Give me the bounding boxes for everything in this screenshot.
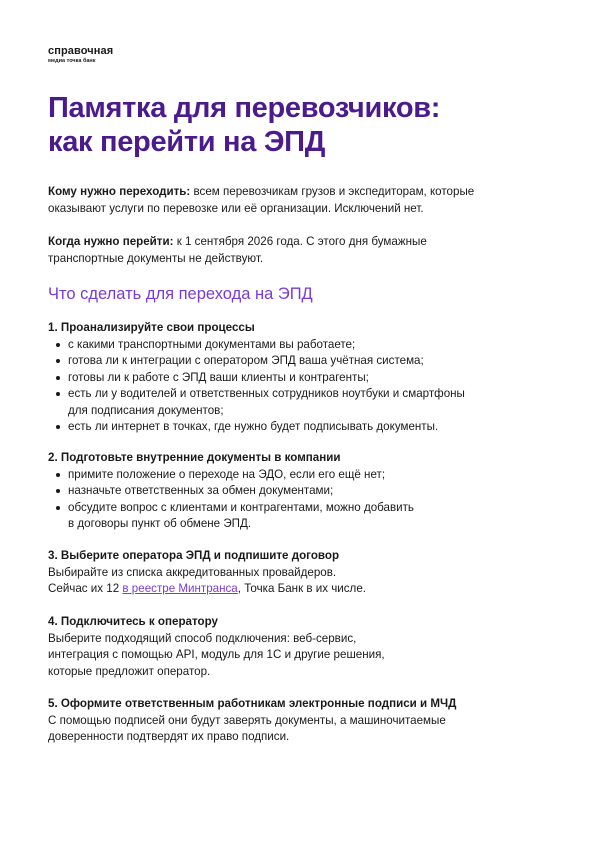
when-label: Когда нужно перейти: [48,235,174,248]
step-4 [48,614,385,680]
step-1 [48,320,465,436]
step-4-line: Выберите подходящий способ подключения: веб-сервис, [48,631,357,645]
step-4-line: интеграция с помощью API, модуль для 1С и другие решения, [48,648,385,661]
bullet-icon [56,489,60,493]
list-item-text: обсудите вопрос с клиентами и контрагентами, можно добавить [68,500,414,514]
list-item [48,353,465,370]
step-3-title: 3. Выберите оператора ЭПД и подпишите договор [48,549,340,562]
bullet-icon [56,473,60,477]
list-item-text: есть ли интернет в точках, где нужно будет подписывать документы. [68,420,439,433]
step-5-line: доверенности подтвердят их право подписи. [48,730,290,743]
list-item-text-continued: в договоры пункт об обмене ЭПД. [68,517,252,530]
step-2-list [48,467,414,533]
list-item-text: готовы ли к работе с ЭПД ваши клиенты и контрагенты; [68,370,369,384]
page-title-line-2: как перейти на ЭПД [48,126,326,158]
bullet-icon [56,506,60,510]
step-5 [48,696,456,746]
list-item-text: готова ли к интеграции с оператором ЭПД ваша учётная система; [68,354,424,367]
mintrans-registry-link[interactable]: в реестре Минтранса [122,582,238,595]
bullet-icon [56,425,60,429]
list-item [48,337,465,354]
when-line-2: транспортные документы не действуют. [48,251,264,265]
who-line-2: оказывают услуги по перевозке или её организации. Исключений нет. [48,201,424,215]
list-item [48,370,465,387]
step-2 [48,450,414,533]
when-line-1 [48,234,427,251]
step-3-line-2-before: Сейчас их 12 [48,582,123,595]
step-3-line-2 [48,581,366,598]
list-item [48,419,465,436]
step-5-title: 5. Оформите ответственным работникам электронные подписи и МЧД [48,697,457,710]
page-title-line-1: Памятка для перевозчиков: [48,92,441,124]
bullet-icon [56,359,60,363]
list-item-text: назначьте ответственных за обмен документами; [68,484,334,497]
step-1-list [48,337,465,436]
who-line-1 [48,184,474,201]
bullet-icon [56,392,60,396]
list-item [48,500,414,533]
logo [48,45,113,65]
logo-main-text: справочная [48,45,114,57]
who-text-1: всем перевозчикам грузов и экспедиторам, которые [190,185,475,198]
list-item [48,386,465,419]
step-3-line-1: Выбирайте из списка аккредитованных провайдеров. [48,565,337,579]
who-paragraph [48,184,474,217]
step-1-title: 1. Проанализируйте свои процессы [48,321,255,334]
list-item [48,483,414,500]
list-item-text-continued: для подписания документов; [68,403,224,417]
bullet-icon [56,376,60,380]
step-3 [48,548,366,598]
step-4-line: которые предложит оператор. [48,664,211,678]
list-item-text: примите положение о переходе на ЭДО, если его ещё нет; [68,467,386,481]
logo-sub-text: медиа точка банк [48,58,96,64]
section-title: Что сделать для перехода на ЭПД [48,285,313,303]
step-2-title: 2. Подготовьте внутренние документы в компании [48,451,341,464]
step-3-line-2-after: , Точка Банк в их числе. [237,582,366,595]
list-item-text: есть ли у водителей и ответственных сотрудников ноутбуки и смартфоны [68,387,465,400]
step-4-title: 4. Подключитесь к оператору [48,615,218,628]
when-text-1: к 1 сентября 2026 года. С этого дня бумажные [173,235,427,248]
who-label: Кому нужно переходить: [48,185,191,198]
step-5-line: С помощью подписей они будут заверять документы, а машиночитаемые [48,713,446,727]
bullet-icon [56,343,60,347]
when-paragraph [48,234,427,267]
page-title [48,91,440,159]
list-item [48,467,414,484]
list-item-text: с какими транспортными документами вы работаете; [68,337,356,351]
